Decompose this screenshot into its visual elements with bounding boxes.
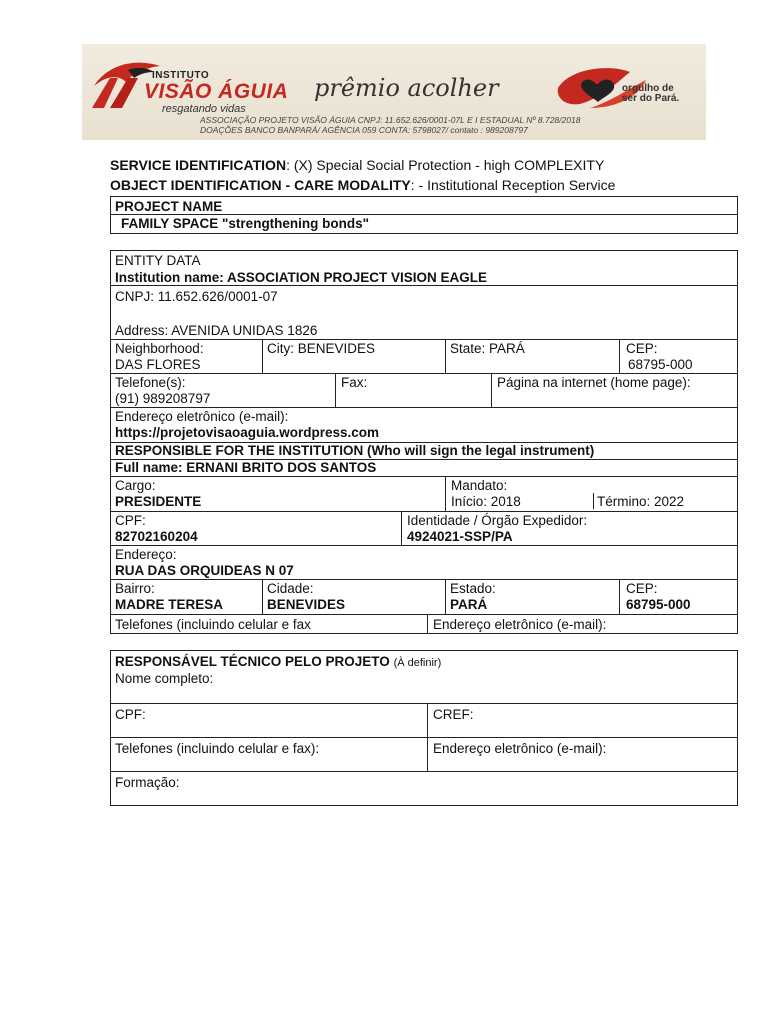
neighborhood-label: Neighborhood: (115, 341, 204, 356)
cref-label: CREF: (433, 707, 474, 722)
mandato-label: Mandato: (451, 478, 508, 493)
resgatando-text: resgatando vidas (162, 103, 246, 115)
entity-email-value: https://projetovisaoaguia.wordpress.com (115, 425, 380, 440)
address-field: Address: AVENIDA UNIDAS 1826 (115, 323, 318, 338)
fax-label: Fax: (341, 375, 368, 390)
estado-value: PARÁ (450, 597, 488, 612)
orgulho-line-2: ser do Pará. (622, 93, 680, 104)
responsible-email-label: Endereço eletrônico (e-mail): (433, 617, 607, 632)
visao-aguia-logo-text: VISÃO ÁGUIA (144, 80, 289, 103)
technical-header-label: RESPONSÁVEL TÉCNICO PELO PROJETO (115, 654, 390, 669)
responsible-full-name: Full name: ERNANI BRITO DOS SANTOS (115, 460, 377, 475)
nome-completo-label: Nome completo: (115, 671, 214, 686)
technical-header (115, 654, 441, 671)
object-label: OBJECT IDENTIFICATION - CARE MODALITY (110, 177, 411, 193)
technical-header-note: (À definir) (393, 657, 442, 669)
orgulho-text (622, 84, 679, 104)
premio-acolher-title: prêmio acolher (314, 74, 499, 102)
endereco-label: Endereço: (115, 547, 177, 562)
entity-data-table (110, 250, 738, 634)
entity-cep-value: 68795-000 (628, 357, 693, 372)
cargo-label: Cargo: (115, 478, 156, 493)
formacao-label: Formação: (115, 775, 180, 790)
service-identification (110, 157, 604, 173)
technical-email-label: Endereço eletrônico (e-mail): (433, 741, 607, 756)
project-name-header: PROJECT NAME (115, 199, 223, 214)
responsible-cep-value: 68795-000 (626, 597, 691, 612)
entity-cep-label: CEP: (626, 341, 658, 356)
cnpj-field: CNPJ: 11.652.626/0001-07 (115, 289, 278, 304)
responsible-header: RESPONSIBLE FOR THE INSTITUTION (Who will sign the legal instrument) (115, 443, 595, 458)
banner-donations-line: DOAÇÕES BANCO BANPARÁ/ AGÊNCIA 059 CONTA: 5798027/ contato : 989208797 (200, 125, 528, 135)
entity-email-label: Endereço eletrônico (e-mail): (115, 409, 289, 424)
bairro-label: Bairro: (115, 581, 155, 596)
neighborhood-value: DAS FLORES (115, 357, 201, 372)
city-field: City: BENEVIDES (267, 341, 376, 356)
project-name-value: FAMILY SPACE "strengthening bonds" (121, 216, 370, 231)
telefone-value: (91) 989208797 (115, 391, 211, 406)
entity-data-header: ENTITY DATA (115, 253, 201, 268)
technical-cpf-label: CPF: (115, 707, 146, 722)
identidade-label: Identidade / Órgão Expedidor: (407, 513, 588, 528)
object-value: : - Institutional Reception Service (410, 177, 616, 193)
responsible-telefones-label: Telefones (incluindo celular e fax (115, 617, 311, 632)
institution-name: Institution name: ASSOCIATION PROJECT VISION EAGLE (115, 270, 488, 285)
telefone-label: Telefone(s): (115, 375, 186, 390)
service-label: SERVICE IDENTIFICATION (110, 157, 287, 173)
mandato-termino: Término: 2022 (597, 494, 685, 509)
object-identification (110, 177, 615, 193)
bairro-value: MADRE TERESA (115, 597, 224, 612)
cpf-value: 82702160204 (115, 529, 198, 544)
cpf-label: CPF: (115, 513, 146, 528)
cidade-value: BENEVIDES (267, 597, 346, 612)
project-name-box (110, 196, 738, 234)
identidade-value: 4924021-SSP/PA (407, 529, 513, 544)
technical-telefones-label: Telefones (incluindo celular e fax): (115, 741, 320, 756)
estado-label: Estado: (450, 581, 496, 596)
cidade-label: Cidade: (267, 581, 314, 596)
instituto-text: INSTITUTO (152, 70, 210, 81)
responsible-cep-label: CEP: (626, 581, 658, 596)
orgulho-line-1: orgulho de (622, 83, 674, 94)
cargo-value: PRESIDENTE (115, 494, 202, 509)
endereco-value: RUA DAS ORQUIDEAS N 07 (115, 563, 294, 578)
header-banner (82, 44, 706, 140)
homepage-label: Página na internet (home page): (497, 375, 691, 390)
banner-association-line: ASSOCIAÇÃO PROJETO VISÃO ÁGUIA CNPJ: 11.652.626/0001-07L E I ESTADUAL Nº 8.728/2018 (200, 115, 581, 125)
mandato-inicio: Início: 2018 (451, 494, 521, 509)
technical-responsible-table (110, 650, 738, 806)
state-field: State: PARÁ (450, 341, 525, 356)
service-value: : (X) Special Social Protection - high COMPLEXITY (286, 157, 605, 173)
